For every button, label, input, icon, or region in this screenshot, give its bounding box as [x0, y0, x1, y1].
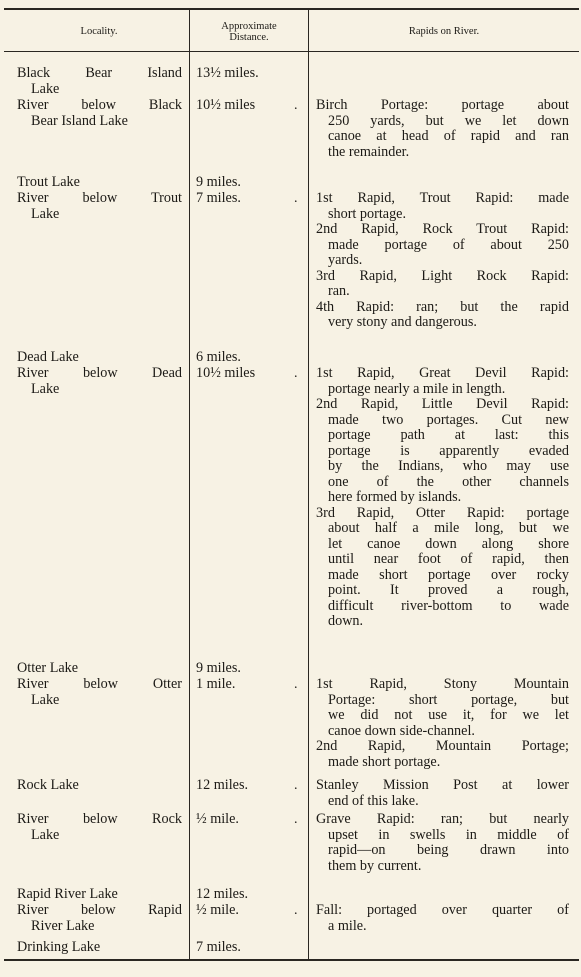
rapids-line: portage is apparently evaded — [328, 442, 569, 459]
locality-cell — [17, 175, 182, 191]
rapids-cell — [316, 98, 569, 160]
locality-name: Otter Lake — [17, 660, 79, 676]
leader-dot: . — [294, 778, 298, 793]
rapids-line: portage nearly a mile in length. — [328, 380, 506, 397]
locality-cell — [17, 812, 182, 843]
locality-cell — [17, 903, 182, 934]
leader-dot: . — [294, 366, 298, 381]
rapids-line: 3rd Rapid, Light Rock Rapid: — [316, 267, 569, 284]
locality-name-cont: Lake — [31, 205, 60, 222]
rapids-cell — [316, 366, 569, 630]
locality-name: River below Black — [17, 97, 182, 113]
rapids-line: 1st Rapid, Stony Mountain — [316, 676, 569, 692]
distance-cell: 13½ miles. — [196, 65, 259, 81]
leader-dot: . — [294, 98, 298, 113]
rapids-line: difficult river-bottom to wade — [328, 597, 569, 614]
rapids-line: made portage of about 250 — [328, 236, 569, 253]
column-divider-1 — [189, 10, 190, 960]
locality-cell — [17, 350, 182, 366]
rapids-line: 1st Rapid, Great Devil Rapid: — [316, 365, 569, 381]
rapids-cell — [316, 812, 569, 874]
locality-cell — [17, 677, 182, 708]
locality-cell — [17, 366, 182, 397]
header-distance — [190, 14, 308, 50]
leader-dot: . — [294, 677, 298, 692]
rapids-line: we did not use it, for we let — [328, 707, 569, 723]
distance-cell: ½ mile. — [196, 902, 239, 918]
locality-name: Rock Lake — [17, 777, 79, 793]
distance-cell: 12 miles. — [196, 886, 249, 902]
distance-cell: 7 miles. — [196, 190, 241, 206]
locality-name: Trout Lake — [17, 174, 80, 190]
leader-dot: . — [294, 191, 298, 206]
rapids-line: short portage. — [328, 205, 407, 222]
locality-cell — [17, 191, 182, 222]
rapids-line: 250 yards, but we let down — [328, 112, 569, 129]
locality-cell — [17, 661, 182, 677]
top-rule — [4, 8, 579, 10]
column-divider-2 — [308, 10, 309, 960]
header-rule — [4, 51, 579, 52]
rapids-line: one of the other channels — [328, 473, 569, 490]
rapids-line: upset in swells in middle of — [328, 826, 569, 843]
rapids-line: the remainder. — [328, 143, 410, 160]
distance-cell: 7 miles. — [196, 939, 241, 955]
locality-cell — [17, 778, 182, 794]
rapids-line: made two portages. Cut new — [328, 411, 569, 428]
locality-name: River below Rapid — [17, 902, 182, 918]
rapids-line: 2nd Rapid, Mountain Portage; — [316, 738, 569, 754]
rapids-line: Birch Portage: portage about — [316, 97, 569, 113]
locality-cell — [17, 940, 182, 956]
rapids-line: Fall: portaged over quarter of — [316, 902, 569, 918]
rapids-line: by the Indians, who may use — [328, 458, 569, 474]
rapids-line: down. — [328, 613, 364, 629]
rapids-line: Portage: short portage, but — [328, 691, 569, 708]
locality-name-cont: Lake — [31, 826, 60, 843]
locality-name: River below Rock — [17, 811, 182, 827]
distance-cell: 10½ miles — [196, 97, 256, 113]
header-distance-line1: Approximate — [221, 21, 277, 32]
rapids-cell — [316, 903, 569, 934]
rapids-line: about half a mile long, but we — [328, 520, 569, 536]
distance-cell: 9 miles. — [196, 174, 241, 190]
rapids-line: 4th Rapid: ran; but the rapid — [316, 298, 569, 315]
rapids-line: canoe at head of rapid and ran — [328, 128, 569, 144]
header-locality: Locality. — [80, 25, 118, 37]
locality-name-cont: Lake — [31, 691, 60, 708]
distance-cell: 6 miles. — [196, 349, 241, 365]
locality-name: Dead Lake — [17, 349, 79, 365]
leader-dot: . — [294, 903, 298, 918]
rapids-line: rapid—on being drawn into — [328, 842, 569, 858]
rapids-line: Stanley Mission Post at lower — [316, 777, 569, 793]
locality-name: Drinking Lake — [17, 939, 101, 955]
rapids-line: point. It proved a rough, — [328, 582, 569, 598]
locality-name-cont: River Lake — [31, 917, 95, 934]
bottom-rule — [4, 959, 579, 961]
rapids-line: them by current. — [328, 857, 422, 874]
rapids-line: 1st Rapid, Trout Rapid: made — [316, 190, 569, 206]
locality-name-cont: Lake — [31, 80, 60, 97]
distance-cell: ½ mile. — [196, 811, 239, 827]
rapids-line: a mile. — [328, 917, 367, 934]
locality-name: River below Otter — [17, 676, 182, 692]
rapids-line: canoe down side-channel. — [328, 722, 475, 739]
rapids-line: here formed by islands. — [328, 489, 462, 505]
leader-dot: . — [294, 812, 298, 827]
header-distance-line2: Distance. — [229, 32, 269, 43]
rapids-line: 2nd Rapid, Little Devil Rapid: — [316, 396, 569, 412]
rapids-cell — [316, 778, 569, 809]
locality-name: River below Trout — [17, 190, 182, 206]
rapids-line: made short portage. — [328, 753, 441, 770]
locality-cell — [17, 887, 182, 903]
distance-cell: 10½ miles — [196, 365, 256, 381]
locality-cell — [17, 98, 182, 129]
locality-name: River below Dead — [17, 365, 182, 381]
rapids-line: portage path at last: this — [328, 427, 569, 443]
rapids-cell — [316, 191, 569, 331]
locality-name: Black Bear Island — [17, 65, 182, 81]
rapids-cell — [316, 677, 569, 770]
header-rapids: Rapids on River. — [408, 25, 480, 37]
rapids-line: end of this lake. — [328, 792, 419, 809]
rapids-line: very stony and dangerous. — [328, 314, 477, 330]
rapids-line: Grave Rapid: ran; but nearly — [316, 811, 569, 827]
locality-name: Rapid River Lake — [17, 886, 118, 902]
distance-cell: 12 miles. — [196, 777, 249, 793]
rapids-line: 2nd Rapid, Rock Trout Rapid: — [316, 221, 569, 237]
distance-cell: 1 mile. — [196, 676, 236, 692]
rapids-line: yards. — [328, 252, 363, 268]
locality-cell — [17, 66, 182, 97]
rapids-line: ran. — [328, 283, 350, 299]
locality-name-cont: Bear Island Lake — [31, 112, 128, 129]
rapids-line: until near foot of rapid, then — [328, 551, 569, 567]
rapids-line: 3rd Rapid, Otter Rapid: portage — [316, 504, 569, 521]
locality-name-cont: Lake — [31, 380, 60, 397]
distance-cell: 9 miles. — [196, 660, 241, 676]
rapids-line: made short portage over rocky — [328, 566, 569, 583]
rapids-line: let canoe down along shore — [328, 535, 569, 552]
